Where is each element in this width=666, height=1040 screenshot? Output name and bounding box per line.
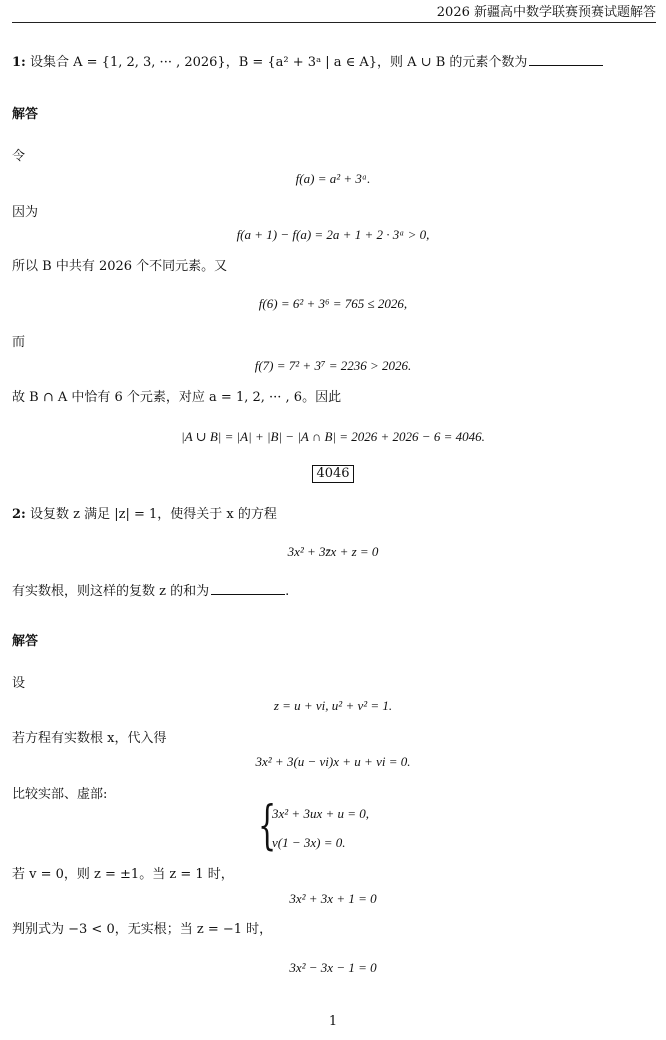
solution-text: 若方程有实数根 x，代入得 bbox=[12, 731, 167, 746]
solution-text: 所以 B 中共有 2026 个不同元素。又 bbox=[12, 259, 228, 274]
formula: 3x² + 3(u − vi)x + u + vi = 0. bbox=[255, 754, 411, 769]
solution-label: 解答 bbox=[12, 634, 39, 649]
formula: f(a) = a² + 3ᵃ. bbox=[295, 171, 371, 186]
solution-text: 比较实部、虚部: bbox=[12, 787, 108, 802]
final-answer: 4046 bbox=[312, 465, 353, 483]
question-1-text: 设集合 A = {1, 2, 3, ··· , 2026}，B = {a² + 3ᵃ | a ∈ A}，则 A ∪ B 的元素个数为 bbox=[30, 55, 528, 70]
question-2-text-2-body: 有实数根，则这样的复数 z 的和为 bbox=[12, 584, 210, 599]
question-2 bbox=[12, 506, 277, 524]
formula: f(a + 1) − f(a) = 2a + 1 + 2 · 3ᵃ > 0, bbox=[236, 227, 430, 242]
page-header bbox=[12, 4, 656, 23]
question-2-text: 设复数 z 满足 |z| = 1，使得关于 x 的方程 bbox=[30, 507, 277, 522]
question-2-text-2 bbox=[12, 582, 289, 601]
formula: z = u + vi, u² + v² = 1. bbox=[273, 698, 393, 713]
solution-text: 故 B ∩ A 中恰有 6 个元素，对应 a = 1, 2, ··· , 6。因此 bbox=[12, 390, 342, 405]
formula: f(6) = 6² + 3⁶ = 765 ≤ 2026, bbox=[258, 296, 408, 311]
answer-blank bbox=[211, 582, 285, 595]
solution-text: 而 bbox=[12, 335, 26, 350]
question-1-number: 1: bbox=[12, 55, 26, 70]
page-number: 1 bbox=[328, 1014, 338, 1029]
solution-text: 设 bbox=[12, 676, 26, 691]
answer-box-wrap bbox=[0, 465, 666, 483]
question-2-equation: 3x² + 3z̄x + z = 0 bbox=[287, 544, 379, 559]
system-equation-2: v(1 − 3x) = 0. bbox=[272, 835, 346, 850]
answer-blank bbox=[529, 53, 603, 66]
question-2-number: 2: bbox=[12, 507, 26, 522]
solution-text: 令 bbox=[12, 149, 26, 164]
formula: f(7) = 7² + 3⁷ = 2236 > 2026. bbox=[254, 358, 412, 373]
question-2-period: . bbox=[285, 584, 290, 599]
header-title: 2026 新疆高中数学联赛预赛试题解答 bbox=[436, 5, 656, 20]
left-brace-icon: { bbox=[258, 796, 277, 856]
solution-label: 解答 bbox=[12, 107, 39, 122]
formula: |A ∪ B| = |A| + |B| − |A ∩ B| = 2026 + 2026 − 6 = 4046. bbox=[181, 429, 485, 444]
solution-text: 因为 bbox=[12, 205, 39, 220]
formula: 3x² + 3x + 1 = 0 bbox=[289, 891, 377, 906]
formula: 3x² − 3x − 1 = 0 bbox=[289, 960, 377, 975]
solution-text: 若 v = 0，则 z = ±1。当 z = 1 时， bbox=[12, 867, 234, 882]
system-equation-1: 3x² + 3ux + u = 0, bbox=[272, 806, 370, 821]
solution-text: 判别式为 −3 < 0，无实根；当 z = −1 时， bbox=[12, 922, 273, 937]
question-1 bbox=[12, 53, 603, 72]
